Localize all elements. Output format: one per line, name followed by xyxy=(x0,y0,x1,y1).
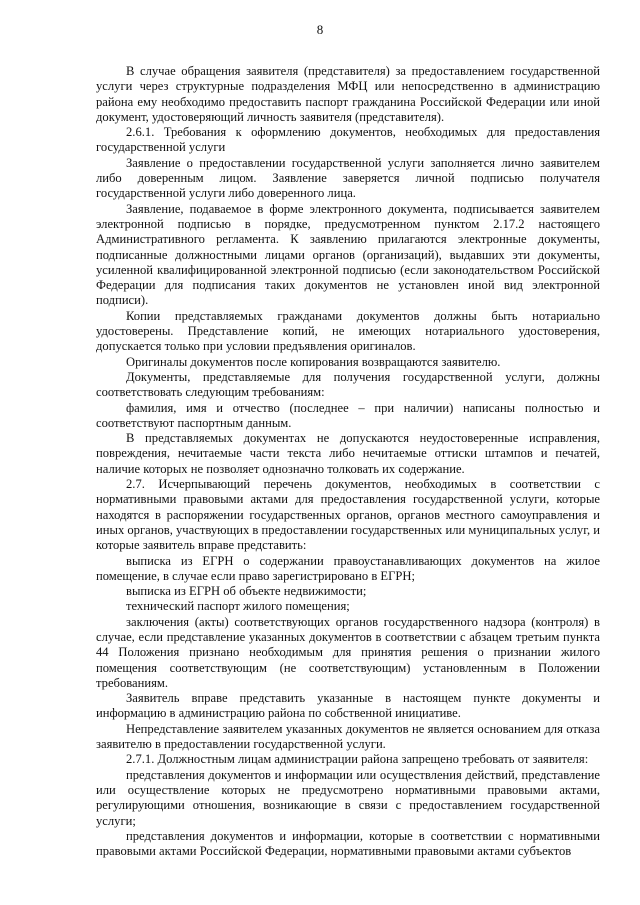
paragraph: выписка из ЕГРН о содержании правоустанавливающих документов на жилое помещение, в случае если право зарегистрировано в ЕГРН; xyxy=(96,553,600,583)
paragraph: Заявление о предоставлении государственной услуги заполняется лично заявителем либо доверенным лицом. Заявление заверяется личной подписью получателя государственной услуги либо доверенного лица. xyxy=(96,155,600,201)
paragraph: представления документов и информации или осуществления действий, представление или осуществление которых не предусмотрено нормативными правовыми актами, регулирующими отношения, возникающие в связи с предоставлением государственной услуги; xyxy=(96,767,600,828)
paragraph: 2.7. Исчерпывающий перечень документов, необходимых в соответствии с нормативными правовыми актами для предоставления государственной услуги, которые находятся в распоряжении государственных органов, органов местного самоуправления и иных органов, участвующих в предоставлении государственных или муниципальных услуг, и которые заявитель вправе представить: xyxy=(96,477,600,553)
paragraph: представления документов и информации, которые в соответствии с нормативными правовыми актами Российской Федерации, нормативными правовыми актами субъектов xyxy=(96,828,600,859)
paragraph: Копии представляемых гражданами документов должны быть нотариально удостоверены. Представление копий, не имеющих нотариального удостоверения, допускается только при условии предъявления оригиналов. xyxy=(96,308,600,354)
paragraph: Документы, представляемые для получения государственной услуги, должны соответствовать следующим требованиям: xyxy=(96,369,600,400)
paragraph: В случае обращения заявителя (представителя) за предоставлением государственной услуги через структурные подразделения МФЦ или непосредственно в администрацию района ему необходимо предоставить паспорт гражданина Российской Федерации или иной документ, удостоверяющий личность заявителя (представителя). xyxy=(96,64,600,124)
paragraph: выписка из ЕГРН об объекте недвижимости; xyxy=(126,584,367,599)
body-text xyxy=(96,64,600,859)
paragraph: заключения (акты) соответствующих органов государственного надзора (контроля) в случае, если представление указанных документов в соответствии с абзацем третьим пункта 44 Положения признано необходимым для принятия решения о признании жилого помещения соответствующим (не соответствующим) установленным в Положении требованиям. xyxy=(96,614,600,690)
paragraph: Непредставление заявителем указанных документов не является основанием для отказа заявителю в предоставлении государственной услуги. xyxy=(96,721,600,752)
paragraph: Заявление, подаваемое в форме электронного документа, подписывается заявителем электронной подписью в порядке, предусмотренном пунктом 2.17.2 настоящего Административного регламента. К заявлению прилагаются электронные документы, подписанные должностными лицами органов (организаций), выдавших эти документы, усиленной квалифицированной электронной подписью (если законодательством Российской Федерации для подписания таких документов не установлен иной вид электронной подписи). xyxy=(96,201,600,308)
paragraph: технический паспорт жилого помещения; xyxy=(126,599,350,614)
paragraph: Заявитель вправе представить указанные в настоящем пункте документы и информацию в администрацию района по собственной инициативе. xyxy=(96,691,600,721)
paragraph: фамилия, имя и отчество (последнее – при наличии) написаны полностью и соответствуют паспортным данным. xyxy=(96,400,600,430)
paragraph: Оригиналы документов после копирования возвращаются заявителю. xyxy=(126,354,501,369)
paragraph: В представляемых документах не допускаются неудостоверенные исправления, повреждения, нечитаемые части текста либо нечитаемые оттиски штампов и печатей, наличие которых не позволяет однозначно толковать их содержание. xyxy=(96,431,600,476)
page-number: 8 xyxy=(316,22,324,37)
paragraph: 2.7.1. Должностным лицам администрации района запрещено требовать от заявителя: xyxy=(126,752,589,767)
paragraph: 2.6.1. Требования к оформлению документов, необходимых для предоставления государственной услуги xyxy=(96,125,600,155)
